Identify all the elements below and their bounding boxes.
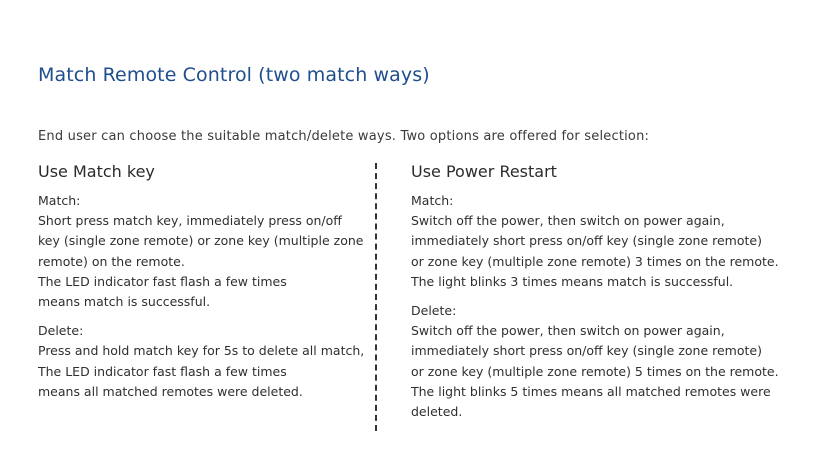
- instruction-line: deleted.: [411, 404, 463, 420]
- instruction-line: The LED indicator fast flash a few times: [38, 273, 287, 289]
- instruction-line: or zone key (multiple zone remote) 5 times on the remote.: [411, 363, 779, 379]
- delete-label: Delete:: [38, 323, 84, 339]
- use-power-restart-section: [411, 162, 801, 422]
- instruction-line: The light blinks 5 times means all matched remotes were: [411, 383, 771, 399]
- delete-label: Delete:: [411, 303, 457, 319]
- page-title: Match Remote Control (two match ways): [38, 64, 430, 86]
- delete-instructions: [411, 301, 801, 422]
- instruction-line: immediately short press on/off key (single zone remote): [411, 233, 762, 249]
- delete-instructions: [38, 321, 368, 402]
- instruction-line: The LED indicator fast flash a few times: [38, 363, 287, 379]
- instruction-line: means match is successful.: [38, 294, 211, 310]
- instruction-line: Press and hold match key for 5s to delete all match,: [38, 343, 365, 359]
- column-divider: [375, 163, 377, 431]
- instruction-line: means all matched remotes were deleted.: [38, 383, 303, 399]
- use-match-key-section: [38, 162, 368, 402]
- match-instructions: [411, 191, 801, 292]
- section-heading: Use Power Restart: [411, 162, 557, 181]
- instruction-line: key (single zone remote) or zone key (multiple zone: [38, 233, 364, 249]
- instruction-line: or zone key (multiple zone remote) 3 times on the remote.: [411, 253, 779, 269]
- match-label: Match:: [411, 193, 454, 208]
- instruction-line: Switch off the power, then switch on power again,: [411, 213, 725, 229]
- instruction-line: The light blinks 3 times means match is successful.: [411, 273, 734, 289]
- section-heading: Use Match key: [38, 162, 155, 181]
- instruction-line: immediately short press on/off key (single zone remote): [411, 343, 762, 359]
- instruction-line: remote) on the remote.: [38, 253, 185, 269]
- intro-text: End user can choose the suitable match/delete ways. Two options are offered for selection:: [38, 129, 650, 144]
- match-label: Match:: [38, 193, 81, 208]
- match-instructions: [38, 191, 368, 312]
- instruction-line: Short press match key, immediately press on/off: [38, 213, 342, 229]
- instruction-line: Switch off the power, then switch on power again,: [411, 323, 725, 339]
